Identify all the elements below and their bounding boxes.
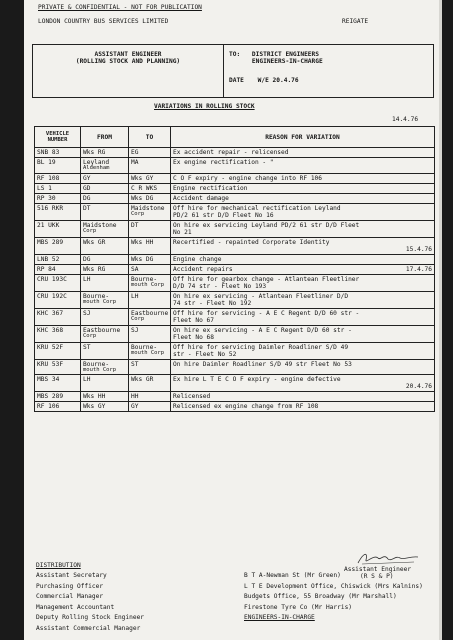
table-row xyxy=(35,402,435,412)
cell-from xyxy=(81,203,129,220)
cell-vehicle-text: LNB 52 xyxy=(37,255,60,263)
cell-from xyxy=(81,158,129,174)
column-header: FROM xyxy=(81,127,129,148)
signature-sub: (R S & P) xyxy=(360,573,394,580)
rolling-stock-table xyxy=(34,126,435,412)
distribution-left: Management Accountant xyxy=(36,603,115,611)
cell-vehicle-text: SNB 83 xyxy=(37,149,60,156)
distribution-right: B T A-Newman St (Mr Green) xyxy=(244,572,341,579)
cell-to-text: Wks HH xyxy=(131,238,154,246)
cell-from xyxy=(81,375,129,392)
cell-from-text: Bourne- xyxy=(83,292,110,300)
cell-to-text: Maidstone xyxy=(131,204,165,212)
signature-title: Assistant Engineer xyxy=(344,566,412,573)
cell-reason-text: Engine rectification xyxy=(173,184,248,192)
distribution-item xyxy=(36,572,341,579)
table-row xyxy=(35,193,435,203)
date-value: W/E 20.4.76 xyxy=(257,77,299,84)
cell-vehicle xyxy=(35,402,81,412)
cell-vehicle-text: RP 84 xyxy=(37,265,56,273)
cell-reason-text: On hire ex servicing Leyland PD/2 61 str D/D Fleet xyxy=(173,221,360,229)
cell-vehicle xyxy=(35,183,81,193)
confidential-notice: PRIVATE & CONFIDENTIAL - NOT FOR PUBLICATION xyxy=(38,4,202,11)
cell-reason-text: Fleet No 68 xyxy=(173,333,214,341)
cell-vehicle-text: 516 RKR xyxy=(37,204,64,212)
cell-reason-text: Recertified - repainted Corporate Identity xyxy=(173,238,330,246)
cell-from-text: mouth Corp xyxy=(83,366,117,373)
cell-reason xyxy=(171,193,435,203)
cell-to xyxy=(129,402,171,412)
cell-vehicle xyxy=(35,375,81,392)
cell-from-text: DT xyxy=(83,204,91,212)
cell-from xyxy=(81,254,129,264)
table-row xyxy=(35,342,435,359)
cell-to xyxy=(129,220,171,237)
cell-vehicle-text: KRU 52F xyxy=(37,343,64,351)
cell-reason-text: str - Fleet No 52 xyxy=(173,350,237,358)
cell-reason-text: PD/2 61 str D/D Fleet No 16 xyxy=(173,211,274,219)
cell-reason-text xyxy=(173,266,432,273)
cell-from xyxy=(81,308,129,325)
cell-from-text: GY xyxy=(83,174,91,182)
cell-from-text: Maidstone xyxy=(83,221,117,229)
cell-reason-text: On hire Daimler Roadliner S/D 49 str Fleet No 53 xyxy=(173,360,352,368)
cell-from-text: LH xyxy=(83,275,91,283)
cell-to-text: Corp xyxy=(131,210,145,217)
cell-to-text: mouth Corp xyxy=(131,349,165,356)
cell-reason xyxy=(171,402,435,412)
cell-reason-text: Off hire for mechanical rectification Leyland xyxy=(173,204,341,212)
cell-vehicle-text: RF 108 xyxy=(37,174,60,182)
cell-reason-text: Ex hire L T E C O F expiry - engine defective xyxy=(173,376,341,383)
table-row xyxy=(35,173,435,183)
cell-to-text: LH xyxy=(131,292,139,300)
cell-reason-text: Accident damage xyxy=(173,194,229,202)
cell-from-text: LH xyxy=(83,376,91,383)
cell-vehicle xyxy=(35,325,81,342)
signature-scribble-icon xyxy=(354,550,424,566)
cell-from-text: Corp xyxy=(83,227,97,234)
cell-to xyxy=(129,148,171,158)
column-header: REASON FOR VARIATION xyxy=(171,127,435,148)
cell-vehicle xyxy=(35,173,81,183)
to-label: TO: xyxy=(229,51,241,58)
cell-to-text: DT xyxy=(131,221,139,229)
cell-to xyxy=(129,183,171,193)
cell-from-text: mouth Corp xyxy=(83,298,117,305)
cell-to xyxy=(129,274,171,291)
cell-to xyxy=(129,264,171,274)
column-header: TO xyxy=(129,127,171,148)
cell-from-text: GD xyxy=(83,184,91,192)
cell-vehicle-text: KRU 53F xyxy=(37,360,64,368)
cell-from xyxy=(81,359,129,375)
cell-from xyxy=(81,148,129,158)
cell-reason-text: Fleet No 67 xyxy=(173,316,214,324)
cell-reason xyxy=(171,392,435,402)
cell-reason-text: Off hire for servicing - A E C Regent D/D 60 str - xyxy=(173,309,360,317)
cell-to-text: HH xyxy=(131,393,139,400)
cell-to-text: Wks DG xyxy=(131,194,154,202)
cell-from-text: Wks RG xyxy=(83,265,106,273)
location: REIGATE xyxy=(342,18,369,25)
distribution-item xyxy=(36,625,244,632)
cell-reason xyxy=(171,342,435,359)
cell-reason-text: Off hire for gearbox change - Atlantean Fleetliner xyxy=(173,275,360,283)
cell-vehicle-text: MBS 289 xyxy=(37,238,64,246)
distribution-right: ENGINEERS-IN-CHARGE xyxy=(244,614,315,621)
cell-from-text: Bourne- xyxy=(83,360,110,368)
company-name: LONDON COUNTRY BUS SERVICES LIMITED xyxy=(38,18,169,25)
distribution-left: Deputy Rolling Stock Engineer xyxy=(36,614,145,621)
cell-to-text: mouth Corp xyxy=(131,281,165,288)
cell-to-text: C R WKS xyxy=(131,184,158,192)
cell-to xyxy=(129,203,171,220)
cell-from-text: Wks GY xyxy=(83,403,106,410)
cell-from xyxy=(81,342,129,359)
cell-reason xyxy=(171,220,435,237)
cell-to xyxy=(129,158,171,174)
cell-reason xyxy=(171,291,435,308)
memo-header-box xyxy=(32,44,434,98)
cell-from-text: SJ xyxy=(83,309,91,317)
cell-from xyxy=(81,325,129,342)
cell-from-text: Corp xyxy=(83,332,97,339)
cell-to xyxy=(129,308,171,325)
cell-vehicle xyxy=(35,342,81,359)
distribution-right: Budgets Office, 55 Broadway (Mr Marshall) xyxy=(244,593,397,600)
distribution-item xyxy=(36,604,352,611)
cell-to-text: Wks DG xyxy=(131,255,154,263)
table-header-row xyxy=(35,127,435,148)
section-date: 17.4.76 xyxy=(405,265,432,273)
cell-to xyxy=(129,237,171,254)
cell-reason-text: C O F expiry - engine change into RF 106 xyxy=(173,174,323,182)
cell-vehicle-text: KHC 368 xyxy=(37,326,64,334)
section-date: 15.4.76 xyxy=(405,245,432,253)
cell-vehicle xyxy=(35,291,81,308)
cell-from xyxy=(81,173,129,183)
table-row xyxy=(35,392,435,402)
cell-reason xyxy=(171,308,435,325)
cell-from-text: Aldenham xyxy=(83,165,110,171)
table-row xyxy=(35,254,435,264)
table-row xyxy=(35,291,435,308)
cell-from-text: DG xyxy=(83,194,91,202)
cell-reason xyxy=(171,158,435,174)
header-divider xyxy=(223,45,224,97)
cell-from xyxy=(81,237,129,254)
cell-from-text: Wks GR xyxy=(83,238,106,246)
cell-vehicle-text: MBS 289 xyxy=(37,393,64,400)
date-label: DATE xyxy=(229,77,244,84)
cell-reason xyxy=(171,274,435,291)
cell-to-text: SA xyxy=(131,265,139,273)
cell-to xyxy=(129,254,171,264)
table-row xyxy=(35,274,435,291)
cell-reason xyxy=(171,254,435,264)
from-block xyxy=(33,51,223,65)
cell-vehicle xyxy=(35,274,81,291)
cell-vehicle xyxy=(35,158,81,174)
distribution-right: Firestone Tyre Co (Mr Harris) xyxy=(244,603,353,611)
cell-from xyxy=(81,220,129,237)
cell-to-text: MA xyxy=(131,159,139,166)
cell-vehicle-text: 21 UKK xyxy=(37,221,60,229)
cell-vehicle xyxy=(35,203,81,220)
table-row xyxy=(35,220,435,237)
cell-reason xyxy=(171,148,435,158)
cell-to-text: ST xyxy=(131,360,139,368)
cell-vehicle-text: CRU 193C xyxy=(37,275,67,283)
cell-from xyxy=(81,291,129,308)
cell-vehicle xyxy=(35,148,81,158)
cell-from-text: Eastbourne xyxy=(83,326,121,334)
cell-to xyxy=(129,291,171,308)
cell-vehicle-text: KHC 367 xyxy=(37,309,64,317)
cell-reason-text: Relicensed xyxy=(173,393,211,400)
first-date: 14.4.76 xyxy=(392,116,419,123)
cell-vehicle xyxy=(35,308,81,325)
table-row xyxy=(35,359,435,375)
cell-to-text: EG xyxy=(131,149,139,156)
cell-vehicle-text: CRU 192C xyxy=(37,292,67,300)
cell-vehicle xyxy=(35,237,81,254)
cell-from xyxy=(81,183,129,193)
cell-vehicle-text: RP 30 xyxy=(37,194,56,202)
cell-vehicle xyxy=(35,254,81,264)
cell-vehicle-text: RF 106 xyxy=(37,403,60,410)
cell-from xyxy=(81,264,129,274)
cell-reason xyxy=(171,359,435,375)
cell-from-text: Wks RG xyxy=(83,149,106,156)
distribution-left: Assistant Secretary xyxy=(36,572,107,579)
to-line1: DISTRICT ENGINEERS xyxy=(251,51,319,58)
cell-from xyxy=(81,402,129,412)
table-row xyxy=(35,237,435,254)
table-row xyxy=(35,158,435,174)
cell-reason-text: On hire ex servicing - A E C Regent D/D 60 str - xyxy=(173,326,352,334)
cell-reason xyxy=(171,237,435,254)
cell-reason-text: No 21 xyxy=(173,228,192,236)
cell-to xyxy=(129,392,171,402)
cell-reason xyxy=(171,183,435,193)
cell-reason-text: D/D 74 str - Fleet No 193 xyxy=(173,282,267,290)
table-row xyxy=(35,308,435,325)
to-line2: ENGINEERS-IN-CHARGE xyxy=(251,58,323,65)
cell-vehicle-text: LS 1 xyxy=(37,184,52,192)
cell-reason-text: On hire ex servicing - Atlantean Fleetliner D/D xyxy=(173,292,349,300)
cell-reason xyxy=(171,173,435,183)
cell-vehicle xyxy=(35,193,81,203)
cell-from-text: Wks HH xyxy=(83,393,106,400)
table-row xyxy=(35,375,435,392)
table-row xyxy=(35,148,435,158)
cell-to-text: Eastbourne xyxy=(131,309,169,317)
from-line2: (ROLLING STOCK AND PLANNING) xyxy=(75,58,181,65)
distribution-item xyxy=(36,593,397,600)
cell-to-text: SJ xyxy=(131,326,139,334)
cell-from-text: ST xyxy=(83,343,91,351)
distribution-heading: DISTRIBUTION xyxy=(36,562,81,569)
distribution-item xyxy=(36,583,423,590)
cell-to xyxy=(129,325,171,342)
distribution-left: Purchasing Officer xyxy=(36,582,104,590)
document-page xyxy=(24,0,442,640)
cell-reason-text: 74 str - Fleet No 192 xyxy=(173,299,252,307)
cell-to-text: Corp xyxy=(131,315,145,322)
distribution-item xyxy=(36,614,315,621)
date-block xyxy=(229,77,299,84)
cell-to-text: GY xyxy=(131,403,139,410)
cell-from-text: Leyland xyxy=(83,159,110,166)
section-date: 20.4.76 xyxy=(405,383,432,390)
cell-to-text: Bourne- xyxy=(131,343,158,351)
cell-reason-text: Off hire for servicing Daimler Roadliner S/D 49 xyxy=(173,343,349,351)
cell-vehicle xyxy=(35,392,81,402)
cell-reason-text: Ex engine rectification - " xyxy=(173,159,274,166)
cell-to-text: Wks GR xyxy=(131,376,154,383)
distribution-left: Assistant Commercial Manager xyxy=(36,624,141,632)
cell-vehicle-text: BL 19 xyxy=(37,159,56,166)
reason-text: Accident repairs xyxy=(173,265,233,273)
cell-from xyxy=(81,193,129,203)
cell-reason-text: Engine change xyxy=(173,255,222,263)
cell-to xyxy=(129,375,171,392)
cell-from xyxy=(81,274,129,291)
table-row xyxy=(35,264,435,274)
distribution-right: L T E Development Office, Chiswick (Mrs Kalnins) xyxy=(244,582,423,590)
cell-vehicle xyxy=(35,359,81,375)
scan-edge xyxy=(439,0,442,640)
to-block xyxy=(229,51,323,65)
table-row xyxy=(35,183,435,193)
cell-to xyxy=(129,359,171,375)
cell-from-text: DG xyxy=(83,255,91,263)
cell-vehicle xyxy=(35,264,81,274)
from-line1: ASSISTANT ENGINEER xyxy=(94,51,162,58)
cell-to xyxy=(129,173,171,183)
cell-to-text: Wks GY xyxy=(131,174,154,182)
cell-to xyxy=(129,193,171,203)
cell-to xyxy=(129,342,171,359)
table-body xyxy=(35,148,435,412)
cell-reason xyxy=(171,325,435,342)
cell-reason-text: Ex accident repair - relicensed xyxy=(173,149,289,156)
cell-reason xyxy=(171,264,435,274)
document-title: VARIATIONS IN ROLLING STOCK xyxy=(154,103,255,110)
distribution-left: Commercial Manager xyxy=(36,593,104,600)
cell-reason-text: Relicensed ex engine change from RF 108 xyxy=(173,403,319,410)
table-row xyxy=(35,203,435,220)
cell-reason xyxy=(171,375,435,392)
cell-to-text: Bourne- xyxy=(131,275,158,283)
table-row xyxy=(35,325,435,342)
cell-from xyxy=(81,392,129,402)
cell-vehicle-text: MBS 34 xyxy=(37,376,60,383)
cell-vehicle xyxy=(35,220,81,237)
column-header: VEHICLE NUMBER xyxy=(35,127,81,148)
cell-reason xyxy=(171,203,435,220)
